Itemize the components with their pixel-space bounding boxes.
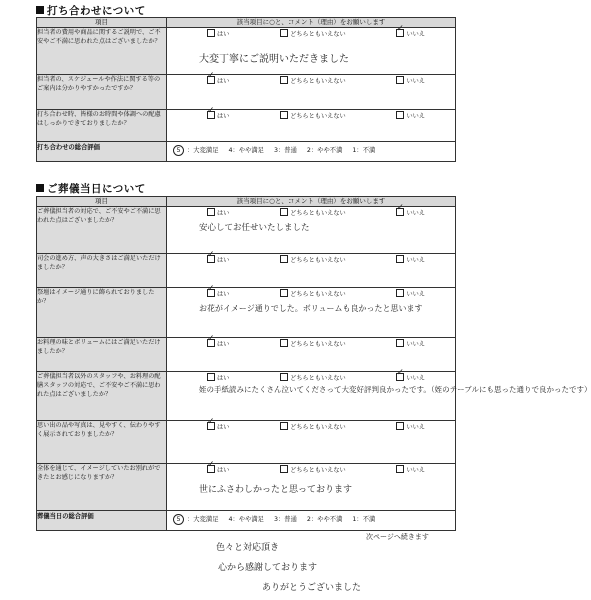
- overall-rating-label: 葬儀当日の総合評価: [37, 511, 167, 531]
- checked-box-icon: [396, 373, 404, 381]
- rating-option-label: 3：普通: [273, 516, 297, 523]
- rating-option-label: 1：不満: [352, 516, 376, 523]
- handwritten-note-3: ありがとうございました: [262, 583, 362, 593]
- answer-cell: [167, 421, 456, 464]
- checkbox-icon: [280, 422, 288, 430]
- option-yes[interactable]: [207, 76, 229, 85]
- overall-rating-cell: [167, 142, 456, 162]
- answer-cell: [167, 254, 456, 288]
- option-yes[interactable]: [207, 111, 229, 120]
- section2-title: ご葬儀当日について: [36, 181, 146, 196]
- answer-options: [167, 338, 455, 348]
- question-text: 司会の進め方、声の大きさはご満足いただけましたか？: [37, 254, 167, 288]
- handwritten-comment: お花がイメージ通りでした。ボリュームも良かったと思います: [199, 304, 423, 313]
- checkbox-icon: [396, 289, 404, 297]
- question-row: [37, 110, 456, 142]
- option-label: はい: [217, 210, 230, 217]
- checkbox-icon: [396, 465, 404, 473]
- rating-option[interactable]: [173, 516, 218, 523]
- square-bullet-icon: [36, 6, 44, 14]
- answer-cell: [167, 372, 591, 421]
- option-neutral[interactable]: [280, 289, 346, 298]
- checkbox-icon: [396, 111, 404, 119]
- option-neutral[interactable]: [280, 422, 346, 431]
- option-label: いいえ: [406, 291, 425, 298]
- handwritten-comment: 世にふさわしかったと思っております: [199, 485, 353, 495]
- rating-option-label: ：大変満足: [187, 516, 219, 523]
- answer-options: [167, 372, 455, 382]
- checkbox-icon: [280, 289, 288, 297]
- answer-options: [167, 110, 455, 120]
- answer-options: [167, 28, 455, 38]
- option-neutral[interactable]: [280, 373, 346, 382]
- question-text: 担当者の費用や商品に関するご説明で、ご不安やご不満に思われた点はございましたか？: [37, 28, 167, 75]
- option-label: はい: [217, 78, 230, 85]
- rating-option[interactable]: [274, 147, 297, 154]
- rating-option[interactable]: [352, 516, 375, 523]
- handwritten-comment: 大変丁寧にご説明いただきました: [199, 54, 349, 65]
- checkbox-icon: [207, 29, 215, 37]
- option-yes[interactable]: [207, 255, 229, 264]
- option-label: いいえ: [406, 113, 425, 120]
- overall-rating-row: [37, 511, 456, 531]
- option-no[interactable]: [396, 111, 425, 120]
- question-row: [37, 75, 456, 110]
- answer-cell: [167, 75, 456, 110]
- question-text: お料理の味とボリュームにはご満足いただけましたか？: [37, 338, 167, 372]
- question-row: [37, 372, 456, 421]
- checkbox-icon: [207, 373, 215, 381]
- checkbox-icon: [396, 339, 404, 347]
- checkbox-icon: [280, 255, 288, 263]
- checkbox-icon: [280, 373, 288, 381]
- option-no[interactable]: [396, 339, 425, 348]
- question-text: ご葬儀担当者の対応で、ご不安やご不満に思われた点はございましたか？: [37, 207, 167, 254]
- overall-rating-row: [37, 142, 456, 162]
- option-label: いいえ: [406, 210, 425, 217]
- option-label: はい: [217, 257, 230, 264]
- answer-cell: [167, 207, 456, 254]
- answer-options: [167, 288, 455, 298]
- checkbox-icon: [280, 76, 288, 84]
- option-no[interactable]: [396, 255, 425, 264]
- option-neutral[interactable]: [280, 339, 346, 348]
- header-answer: 該当項目に○と、コメント（理由）をお願いします: [167, 197, 456, 207]
- rating-option[interactable]: [307, 516, 343, 523]
- question-text: 担当者の、スケジュールや作法に関する等のご案内は分かりやすかったですか？: [37, 75, 167, 110]
- option-no[interactable]: [396, 422, 425, 431]
- section1-table: [36, 17, 456, 162]
- rating-option-label: ：大変満足: [187, 147, 219, 154]
- option-label: どちらともいえない: [290, 467, 346, 474]
- answer-cell: [167, 464, 456, 511]
- checked-box-icon: [207, 111, 215, 119]
- option-label: はい: [217, 113, 230, 120]
- answer-cell: [167, 28, 456, 75]
- option-neutral[interactable]: [280, 255, 346, 264]
- option-yes[interactable]: [207, 289, 229, 298]
- answer-options: [167, 464, 455, 474]
- option-label: いいえ: [406, 341, 425, 348]
- option-no[interactable]: [396, 373, 425, 382]
- checked-box-icon: [207, 76, 215, 84]
- option-neutral[interactable]: [280, 465, 346, 474]
- option-no[interactable]: [396, 29, 425, 38]
- checkbox-icon: [396, 422, 404, 430]
- option-label: いいえ: [406, 467, 425, 474]
- overall-rating-label: 打ち合わせの総合評価: [37, 142, 167, 162]
- option-label: いいえ: [406, 424, 425, 431]
- rating-option-label: 1：不満: [352, 147, 376, 154]
- option-yes[interactable]: [207, 339, 229, 348]
- question-text: ご葬儀担当者以外のスタッフや、お料理の配膳スタッフの対応で、ご不安やご不満に思われた点はございましたか？: [37, 372, 167, 421]
- header-answer: 該当項目に○と、コメント（理由）をお願いします: [167, 18, 456, 28]
- checkbox-icon: [396, 76, 404, 84]
- overall-rating-cell: [167, 511, 456, 531]
- checkbox-icon: [280, 29, 288, 37]
- option-label: どちらともいえない: [290, 78, 346, 85]
- handwritten-note-1: 色々と対応頂き: [216, 543, 280, 553]
- option-yes[interactable]: [207, 208, 229, 217]
- option-yes[interactable]: [207, 465, 229, 474]
- answer-options: [167, 421, 455, 431]
- answer-options: [167, 207, 455, 217]
- question-text: 打ち合わせ時、皆様のお時間や体調への配慮はしっかりできておりましたか？: [37, 110, 167, 142]
- option-yes[interactable]: [207, 422, 229, 431]
- header-item: 項目: [37, 18, 167, 28]
- checkbox-icon: [280, 208, 288, 216]
- rating-option[interactable]: [307, 147, 343, 154]
- option-label: どちらともいえない: [290, 31, 346, 38]
- answer-cell: [167, 288, 456, 338]
- checkbox-icon: [396, 255, 404, 263]
- option-label: どちらともいえない: [290, 375, 346, 382]
- question-text: 思い出の品や写真は、見やすく、伝わりやすく展示されておりましたか？: [37, 421, 167, 464]
- option-label: どちらともいえない: [290, 113, 346, 120]
- option-label: はい: [217, 467, 230, 474]
- rating-option[interactable]: [173, 147, 218, 154]
- rating-option[interactable]: [352, 147, 375, 154]
- question-row: [37, 288, 456, 338]
- answer-options: [167, 75, 455, 85]
- square-bullet-icon: [36, 184, 44, 192]
- checked-box-icon: [207, 289, 215, 297]
- rating-option-label: 2：やや不満: [306, 147, 343, 154]
- handwritten-note-2: 心から感謝しております: [218, 563, 318, 573]
- question-row: [37, 207, 456, 254]
- option-label: いいえ: [406, 78, 425, 85]
- option-label: はい: [217, 291, 230, 298]
- option-label: どちらともいえない: [290, 291, 346, 298]
- rating-option-label: 4：やや満足: [228, 147, 264, 154]
- option-no[interactable]: [396, 289, 425, 298]
- section1-title: 打ち合わせについて: [36, 3, 146, 18]
- circled-score: 5: [173, 514, 184, 525]
- option-label: どちらともいえない: [290, 424, 346, 431]
- option-yes[interactable]: [207, 373, 229, 382]
- option-label: はい: [217, 341, 230, 348]
- option-label: はい: [217, 375, 230, 382]
- checkbox-icon: [280, 339, 288, 347]
- rating-scale: [167, 511, 455, 525]
- option-neutral[interactable]: [280, 76, 346, 85]
- question-row: [37, 254, 456, 288]
- rating-option-label: 3：普通: [273, 147, 297, 154]
- checkbox-icon: [280, 465, 288, 473]
- option-no[interactable]: [396, 76, 425, 85]
- option-label: どちらともいえない: [290, 341, 346, 348]
- checked-box-icon: [207, 422, 215, 430]
- option-label: いいえ: [406, 375, 425, 382]
- option-yes[interactable]: [207, 29, 229, 38]
- answer-cell: [167, 338, 456, 372]
- option-label: どちらともいえない: [290, 257, 346, 264]
- option-neutral[interactable]: [280, 208, 346, 217]
- section2-table: [36, 196, 591, 531]
- checked-box-icon: [207, 465, 215, 473]
- option-no[interactable]: [396, 465, 425, 474]
- checkbox-icon: [207, 208, 215, 216]
- rating-option[interactable]: [228, 516, 264, 523]
- option-label: はい: [217, 424, 230, 431]
- rating-option[interactable]: [274, 516, 297, 523]
- question-row: [37, 421, 456, 464]
- checkbox-icon: [280, 111, 288, 119]
- checked-box-icon: [207, 255, 215, 263]
- checked-box-icon: [396, 29, 404, 37]
- question-row: [37, 338, 456, 372]
- question-text: 祭壇はイメージ通りに飾られておりましたか？: [37, 288, 167, 338]
- handwritten-comment: 安心してお任せいたしました: [199, 223, 310, 233]
- option-neutral[interactable]: [280, 111, 346, 120]
- question-row: [37, 28, 456, 75]
- rating-option-label: 4：やや満足: [228, 516, 264, 523]
- answer-cell: [167, 110, 456, 142]
- option-no[interactable]: [396, 208, 425, 217]
- option-neutral[interactable]: [280, 29, 346, 38]
- answer-options: [167, 254, 455, 264]
- rating-option[interactable]: [228, 147, 264, 154]
- header-item: 項目: [37, 197, 167, 207]
- handwritten-comment: 姪の手紙読みにたくさん泣いてくださって大変好評判良かったです。（姪のテーブルにも思った通りで良かったです）: [199, 385, 591, 394]
- question-text: 全体を通じて、イメージしていたお別れができたとお感じになりますか？: [37, 464, 167, 511]
- question-row: [37, 464, 456, 511]
- circled-score: 5: [173, 145, 184, 156]
- option-label: どちらともいえない: [290, 210, 346, 217]
- rating-scale: [167, 142, 455, 156]
- checked-box-icon: [396, 208, 404, 216]
- checked-box-icon: [207, 339, 215, 347]
- option-label: はい: [217, 31, 230, 38]
- rating-option-label: 2：やや不満: [306, 516, 343, 523]
- next-page-note: 次ページへ続きます: [366, 533, 429, 541]
- option-label: いいえ: [406, 31, 425, 38]
- option-label: いいえ: [406, 257, 425, 264]
